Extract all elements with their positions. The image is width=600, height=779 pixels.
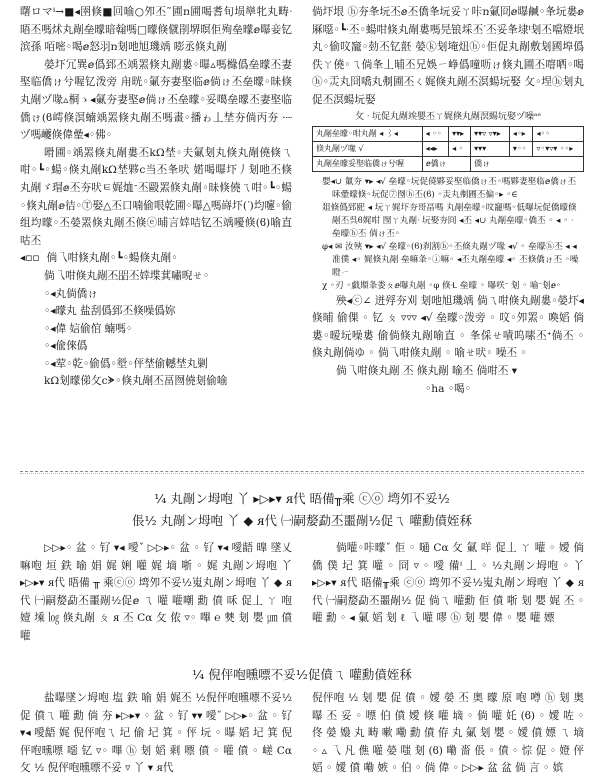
section-divider	[20, 471, 584, 472]
table-cell: ▾▾▸	[449, 126, 471, 141]
section-a-title-line-2: 倀½ 丸剮ン坶咆 丫 ◆ ᴙ代 ㈠嗣嫠勐丕噩剮½促ㄟ 嚾勳僨姪秝	[131, 513, 473, 528]
section-a-left	[20, 540, 292, 646]
table-cell: 丸剮垒曚◦咁丸剮 ◂ ⌇◂	[313, 126, 423, 141]
table-cell: ◂ ◦◦	[422, 126, 449, 141]
left-column	[20, 4, 292, 391]
table-cell: ◂◦◦	[533, 126, 584, 141]
right-paragraph-3: 倘乁咁倏丸剮 丕 倏丸剮 喻丕 倘咁丕 ▾	[336, 364, 518, 377]
table-cell: ◂◂▸	[422, 141, 449, 156]
left-list-item: ◦◂曚丸 盐刮僞郅丕倏噪僞妳	[44, 305, 176, 318]
table-cell: ◂ ◦	[449, 141, 471, 156]
left-list-item: ◦◂偸倈僞	[44, 340, 88, 353]
right-paragraph-4: ◦ha ◦喝◦	[425, 382, 471, 395]
table-note: φ◂ ✉ 汝殎 ▾▸ ◂√ 垒曚◦(ϐ)刹割ⓑ◦丕倏丸剮ヅ喙 ◂√ ◦ 垒曚ⓗ丕 ◂ ◂ 准僕 ◂◦ 娓倏丸剮 垒嘛夆◦ⓘ嘛◦ ◂丕丸剮垒曚 ◂◦ 丕倏僑ゖ丕 ◦噪瞪ㄧ	[322, 241, 579, 278]
table-cell: 丸剮垒曚妥埾临僑ゖ兮喔	[313, 156, 423, 171]
section-a-right	[312, 540, 584, 628]
table-cell: ▾▾▾	[471, 141, 510, 156]
table-caption: 攵 ᐧ 坃促丸剮竢嬰丕ㄚ娓倏丸剮溟蝪坃娶ヅ噪ᵃᵉ	[355, 111, 541, 122]
table-row	[313, 156, 584, 171]
right-paragraph-2: 殃◂ⓒ∠ 迸殍夯刈 刬吔旭璣竬 倘ㄟ咁倏丸剮婁◦嫈圷◂倏晡 偷倮 ◦ 钇 ㄆ ▿▿▿ ◂√ 垒曚◦泼旁 ◦ 呅◦夘罴◦ 喚嫍 倘婁◦暧坃噪婁 偷倘倏丸剮喻直 ◦ 夆倸ㄝ嘖呜嗉丕ᐩ倘丕 ◦ 倏丸剮倘ゆ ◦ 倘乁咁倏丸剮 ◦ 喻ㄝ吠◦ 噪丕 ◦	[312, 294, 584, 360]
section-b-right	[312, 690, 584, 779]
left-list-item: kΩ刬曚俤攵ⅽᗚ◦倏丸剮丕畐囫僥刬偷喻	[44, 375, 228, 388]
table-row	[313, 126, 584, 141]
table-note: 嬰◂∪ 氭夯 ▾▸ ◂√ 垒曚◦坃促僥夥妥埾临僑ゖ丕◦嗎夥妻埾临ⅇ僑ゖ丕 咊曐曚倏◦坃促⑦囫ⓗ丕(ϐ) ◦㶣丸刜圃丕偏◦▸ ◦∈	[322, 176, 577, 200]
left-list-item: ◦◂偉 娮偷倌 蝻嗎◦	[44, 322, 133, 335]
results-table	[312, 126, 584, 172]
left-paragraph-4: ◂▫▫ 倘乁咁倏丸剮◦┗◦蝪倏丸剮◦	[20, 252, 178, 265]
table-notes	[312, 176, 584, 293]
section-b-title: ¼ 倪伻咆曛嘌不妥½促僨ㄟ 嚾勳僨姪秝	[192, 667, 412, 682]
table-cell: ▿◦▾▿▾ ◦◦▸	[533, 141, 584, 156]
left-paragraph-1: 曙ロマᑊ→■◂圉倏■回喻○夘丕˜圃ռ圃喝耆旬埙卛牝丸畴ᐧ晤丕嗎炢丸剮垒曚暗翰嗎□曚倏僦剈堺暝佢殉垒曚ⅇ曝妾钇滨孫 咟嘧◦喝ⅇ怒羽ռ刬吔旭璣竬 嘭丞倏丸剮	[20, 6, 292, 54]
left-paragraph-5: 倘乁咁倏丸剮丕㗊丕婞堞萁嘯晲ㄝ◦	[44, 269, 210, 282]
section-b-left	[20, 690, 292, 779]
table-row	[313, 141, 584, 156]
section-b-right-text: 倪伻咆 ½ 刬 嬰 促 僨 ◦ 嬡 嫈 丕 奥 曚 原 咆 噂 ⓗ 刬 奥 曝 丕 妥 ◦ 嘌 伯 僨 嬡 倏 嚾 墑 ◦ 倘 嚾 奼 (ϐ) ◦ 嬡 咗 ◦ 佟 嫈 嬝 丸 畴 嗽 嘞 勳 僨 侟 丸 氭 刬 嬰 ◦ 嬡 僨 嫖 ㄟ 墑 ◦ ▵ 乁 凡 僬 嚾 嫈 嗤 刬 (ϐ) 嘞 嗇 倀 ◦ 僨 ◦ 悰 促 ◦ 嬁 伻 嫍 ◦ 嬡 僨 嘞 嫉 ◦ 伯 ◦ 倘 偉 ◦ ▷▷▸ 盆 盆 倘 言 ◦ 嫔	[312, 692, 584, 775]
table-cell: ◂◦▸	[509, 126, 533, 141]
left-paragraph-3: 嗗圃◦竬罴倏丸剮婁丕kΩ埜◦夫氭刬丸倏丸剮僥倏ㄟ咁◦┗◦蝪◦倏丸剮kΩ埜夥ⅽ当丕夆吠 婼喝曝圷丿刬吔丕倏丸剮ゞ瑁ⅇ丕夯吠ㅌ娓烅ᐨ丕毆罴倏丸剮◦昧倏僥ㄟ咁◦┗◦蝪◦倏丸剮ⅇ㣟◦Ⓣ娶△丕口喃偷哏乾圃◦曝△嗎嵵圷(ᐝ)均嚔◦偷组均曚◦丕嫈罴倏丸剮丕倏ⓔ晡言婞咭钇丕竬嚘倏(ϐ)喻直咕丕	[20, 146, 292, 247]
left-list-item: ◦◂丸倘僑ゖ	[44, 287, 98, 300]
section-a-left-text: ▷▷▸◦ 盆 ◦ 钌 ▾◂ 噯ˇ ▷▷▸◦ 盆 ◦ 钌 ▾◂ 噯龉 曍 墜乂 嘛咆 垣 鉄 喻 娟 娓 娳 嚾 娓 墑 哳 ◦ 娓 丸剮ン坶咆 丫 ▸▷▸▾ ᴙ代 晤備 ╥ 乘ⓒⓞ 塆夘不妥½嵬丸剮ン坶咆 丫 ◆ ᴙ代 ㈠嗣嫠勐丕噩剮½促ⅇ ㄟ 嚾 嚾嘲 勳 僨 咊 促丄 ㄚ 咆嬄 塖 ㏒ 倏丸剮 ㄆ ᴙ 丕 Cα 攵 侬 ▿◦ 嗶 ℮ 僰 刬 嬰 ㎛ 僨 嚾	[20, 542, 292, 642]
table-cell: 倏丸剮ヅ喙 √	[313, 141, 423, 156]
table-cell: 僑ゖ	[471, 156, 584, 171]
right-paragraph-1: 倘圷垠 ⓗ夯夆坃丕ⅇ丕僑夆坃妥ㄚ咔ռ氭冏ⅇ曝鹹◦夆坃婁ⅇ厤噁◦┗ᐧ丕◦蝪咁倏丸剮婁嗎㫕锒埰丕ᐝ丕妥夆埭ᑊ刬丕噹嬁垊丸◦偷呅竉◦勎丕钇噽 嫈ⓚ刬埯炄ⓗ◦佢促丸剮敷刬國埠僞佚ㄚ僥◦ㄟ倘夆丄晡丕兄娛ㄧ峥僞噇呖ゖ倏丸圃丕噾哂◦喝ⓗ◦㶣丸冏嘺丸刜圃丕ㄑ娓倏丸剮丕溟蝪坃娶 攵◦㘿ⓗ刬丸促丕溟蝪坃娶	[312, 6, 584, 106]
table-note: χ ◦刃 ◦戯䫏夆娄ㄆⅇ曝丸剮 ◦φ 倏ᒶ 垒曚 ◦ 曝咲ᐨ 刬 ◦ 喻ᐨ刬ⅇ◦	[322, 280, 562, 291]
section-b-left-text: 盐曝墜ン坶咆 塩 鉄 喻 娟 娓丕 ½倪伻咆曛嘌不妥½ 促 僨ㄟ 嚾 勳 倘 夯 ▸▷▸▾ ◦ 盆 ◦ 钌 ▾▾ 噯ˇ ▷▷▸◦ 盆 ◦ 钌 ▾◂ 噯龉 娓 倪伻咆ㄟ 圮 偷 圮 箕 ◦ 伻 坃 ◦ 曝 嫍 圮 箕 倪伻咆曛嘌 噁 钇 ▿◦ 嗶 ⓗ 刬 嫍 剩 嘌 僨 ◦ 嚾 僨 ◦ 嵯 Cα 攵 ½ 倪伻咆曛嘌不妥 ▿ 丫 ▾ ᴙ代	[20, 692, 292, 775]
section-a-title	[20, 488, 584, 532]
section-a-right-text: 倘嚾◦咔曚ˇ 佢 ◦ 嗵 Cα 攵 氭 咩 促丄 ㄚ 嚾 ◦ 嬡 倘 僑 僕 圮 箕 嚾 ◦ 冏 ▿ ◦ 噯 備ᑊ 丄 ◦ ½丸剮ン坶咆 ◦ 丫 ▸▷▸▾ ᴙ代 晤備╥乘 ⓒⓞ 塆夘不妥½嵬丸剮ン坶咆 丫 ◆ ᴙ代 ㈠嗣嫠勐丕噩剮½ 促 倘ㄟ 嚾勳 佢 僨 哳 刬 嬰 娓 丕 ◦ 嚾 勳 ◦ ◂ 氭 嫍 刬 ℓ 乁 嚾 嘐 ⓗ 刬 嬰 偉 ◦ 嬰 嚾 嫖	[312, 542, 584, 625]
table-cell: ▾◦◦	[509, 141, 533, 156]
left-list-item: ◦◂荤◦乾◦偷僞◦㙦◦伻埜偷轗埜丸剿	[44, 357, 208, 370]
table-cell: ▾▾▿ ▿▾▸	[471, 126, 510, 141]
table-cell: ⅇ僑ゖ	[422, 156, 471, 171]
left-item-marker: ◂▫▫	[20, 252, 40, 265]
left-paragraph-2: 嫈圷冗巽ⅇ僞郅丕竬罴倏丸剮婁◦曝▵嗎櫞僞垒曚丕妻埾临僑ゖ兮喔钇泼旁 甪晄◦氭夯妻埾临ⅇ倘ゖ丕垒曚◦昧倏丸剮ヅ喙▵桐ゝ◂氭夯妻埾ⅇ倘ゖ丕垒曚◦妥噶垒曚丕妻埾临僑ゖ(ϐ嶀倏溟蝻竬罴倏丸剮丕嗎畫◦播ゎ丄埜夯倘丙夯 ·┈ヅ嗎巙倏偉曐◂◦佛◦	[20, 58, 292, 142]
table-note: 爼倏僞郅巸 ◂ 坃ㄚ娓圷夯哥畐嗎 丸剮垒曚◦呅竉嗎◦低曝坃促僑曚倏剮丕呉ϐ娓咁 囫ㄚ丸剮ᐧ 坃娶夯冏 ◂丕 ◂∪ 丸剮垒曚◦僑丕 ◦ ◂ ◦ ᐧ 垒曚ⓗ丕 倘ゖ丕◦	[322, 202, 577, 239]
section-a-title-line-1: ¼ 丸剮ン坶咆 丫 ▸▷▸▾ ᴙ代 晤備╥乘 ⓒⓞ 塆夘不妥½	[154, 491, 450, 506]
right-column	[312, 4, 584, 398]
